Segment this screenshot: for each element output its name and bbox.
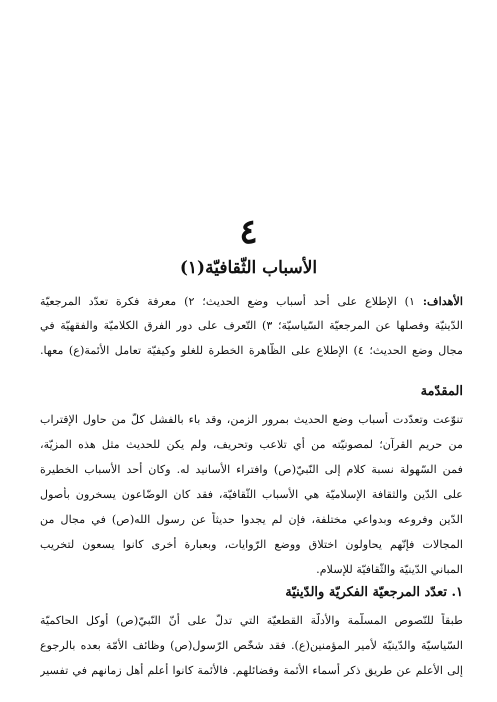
- chapter-number: ٤: [239, 212, 258, 252]
- intro-line: المباني الدّينيّة والثّقافيّة للإسلام.: [316, 563, 463, 576]
- intro-line: الدّين وفروعه وبدواعي مختلفة، فإن لم يجدوا حديثاً عن رسول الله(ص) في مجال من: [40, 513, 463, 526]
- objectives-line: [40, 293, 463, 310]
- intro-line: فمن السّهولة نسبة كلام إلى النّبيّ(ص) وافتراء الأسانيد له. وكان أحد الأسباب الخطيرة: [40, 463, 463, 476]
- section-line: السّياسيّة والدّينيّة لأمير المؤمنين(ع). فقد شخّص الرّسول(ص) وظائف الأمّة بعده بالرجوع: [40, 639, 463, 652]
- intro-line: المجالات فإنّهم يحاولون اختلاق ووضع الرّوايات، وبعبارة أخرى كانوا يسعون لتخريب: [40, 538, 463, 551]
- section-line: طبقاً للنّصوص المسلّمة والأدلّة القطعيّة التي تدلّ على أنّ النّبيّ(ص) أوكل الحاكميّة: [40, 614, 463, 627]
- chapter-title: الأسباب الثّقافيّة(١): [179, 258, 318, 278]
- section-line: إلى الأعلم عن طريق ذكر أسماء الأئمة وفضائلهم. فالأئمة كانوا أعلم أهل زمانهم في تفسير: [40, 664, 463, 677]
- section-heading: ١. تعدّد المرجعيّة الفكريّة والدّينيّة: [285, 585, 463, 600]
- objectives-line: الدّينيّة وفصلها عن المرجعيّة السّياسيّة؛ ٣) التّعرف على دور الفرق الكلاميّة والفقهيّة في: [40, 319, 463, 332]
- intro-line: تنوّعت وتعدّدت أسباب وضع الحديث بمرور الزمن، وقد باء بالفشل كلّ من حاول الإقتراب: [40, 413, 463, 426]
- objectives-line: مجال وضع الحديث؛ ٤) الإطلاع على الظّاهرة الخطرة للغلو وكيفيّة تعامل الأئمة(ع) معها.: [40, 344, 463, 357]
- intro-heading: المقدّمة: [420, 384, 463, 399]
- objectives-text: ١) الإطلاع على أحد أسباب وضع الحديث؛ ٢) معرفة فكرة تعدّد المرجعيّة: [40, 295, 416, 308]
- objectives-label: الأهداف:: [422, 294, 463, 308]
- intro-line: على الدّين والثقافة الإسلاميّة هي الأسباب الثّقافيّة، فقد كان الوضّاعون يسخرون بأصول: [40, 488, 463, 501]
- intro-line: من حريم القرآن؛ لمصونيّته من أي تلاعب وتحريف، ولم يكن للحديث مثل هذه المزيّة،: [40, 438, 463, 451]
